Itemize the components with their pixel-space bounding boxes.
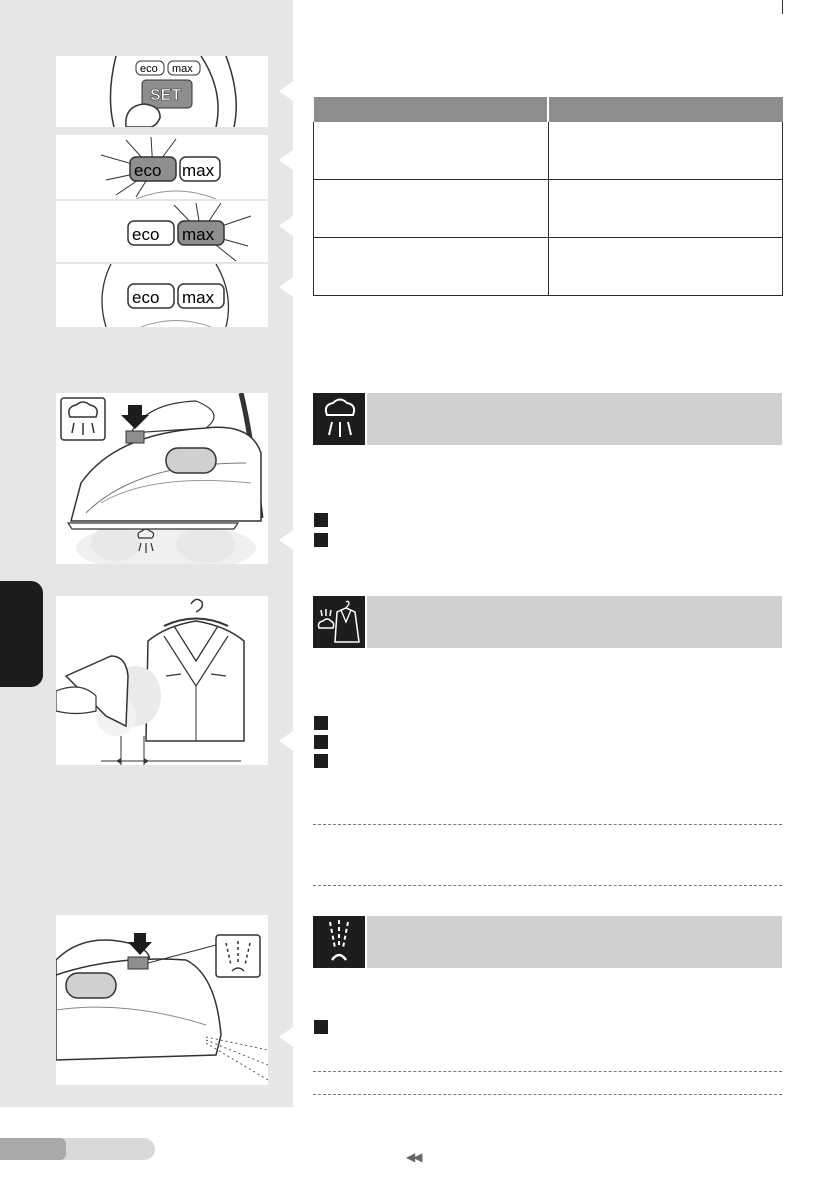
vertical-steam-illustration: [56, 596, 268, 765]
max-label: max: [182, 161, 215, 180]
table-cell: [548, 122, 783, 180]
eco-label: eco: [132, 288, 160, 307]
step-bullet: [314, 513, 328, 527]
max-label: max: [182, 225, 215, 244]
table-cell: [548, 180, 783, 238]
vertical-steam-icon: [313, 596, 365, 648]
language-tab: [0, 581, 43, 687]
step-bullet: [314, 754, 328, 768]
table-row: [314, 238, 783, 296]
crop-mark: [782, 0, 783, 14]
step-bullet: [314, 533, 328, 547]
spray-section-header: [313, 916, 782, 968]
page-progress-fill: [0, 1138, 66, 1160]
vertical-steam-section-header: [313, 596, 782, 648]
callout-pointer: [279, 1027, 293, 1047]
callout-pointer: [279, 81, 293, 101]
table-cell: [314, 122, 549, 180]
steam-shot-icon: [313, 393, 365, 445]
step-bullet: [314, 716, 328, 730]
callout-pointer: [279, 150, 293, 170]
eco-label: eco: [140, 63, 158, 75]
table-row: [314, 122, 783, 180]
set-button-illustration: [56, 56, 268, 127]
table-cell: [548, 238, 783, 296]
settings-table: [313, 97, 783, 296]
callout-pointer: [279, 277, 293, 297]
max-lit-illustration: [56, 201, 268, 262]
table-row: [314, 180, 783, 238]
step-bullet: [314, 1020, 328, 1034]
previous-page-icon[interactable]: ◀◀: [406, 1150, 421, 1164]
max-label: max: [182, 288, 215, 307]
set-label: SET: [150, 87, 182, 104]
section-title: [367, 916, 782, 968]
note-divider: [313, 1071, 782, 1072]
steam-shot-illustration: [56, 393, 268, 564]
note-divider: [313, 824, 782, 825]
note-divider: [313, 1094, 782, 1095]
both-unlit-illustration: [56, 264, 268, 327]
eco-label: eco: [132, 225, 160, 244]
eco-lit-illustration: [56, 135, 268, 199]
eco-label: eco: [134, 161, 162, 180]
table-cell: [314, 238, 549, 296]
steam-shot-section-header: [313, 393, 782, 445]
table-cell: [314, 180, 549, 238]
section-title: [367, 393, 782, 445]
section-title: [367, 596, 782, 648]
step-bullet: [314, 735, 328, 749]
callout-pointer: [279, 731, 293, 751]
table-header-cell: [314, 97, 549, 122]
max-label: max: [172, 63, 193, 75]
callout-pointer: [279, 530, 293, 550]
callout-pointer: [279, 216, 293, 236]
table-header-cell: [548, 97, 783, 122]
spray-illustration: [56, 915, 268, 1085]
spray-icon: [313, 916, 365, 968]
note-divider: [313, 885, 782, 886]
